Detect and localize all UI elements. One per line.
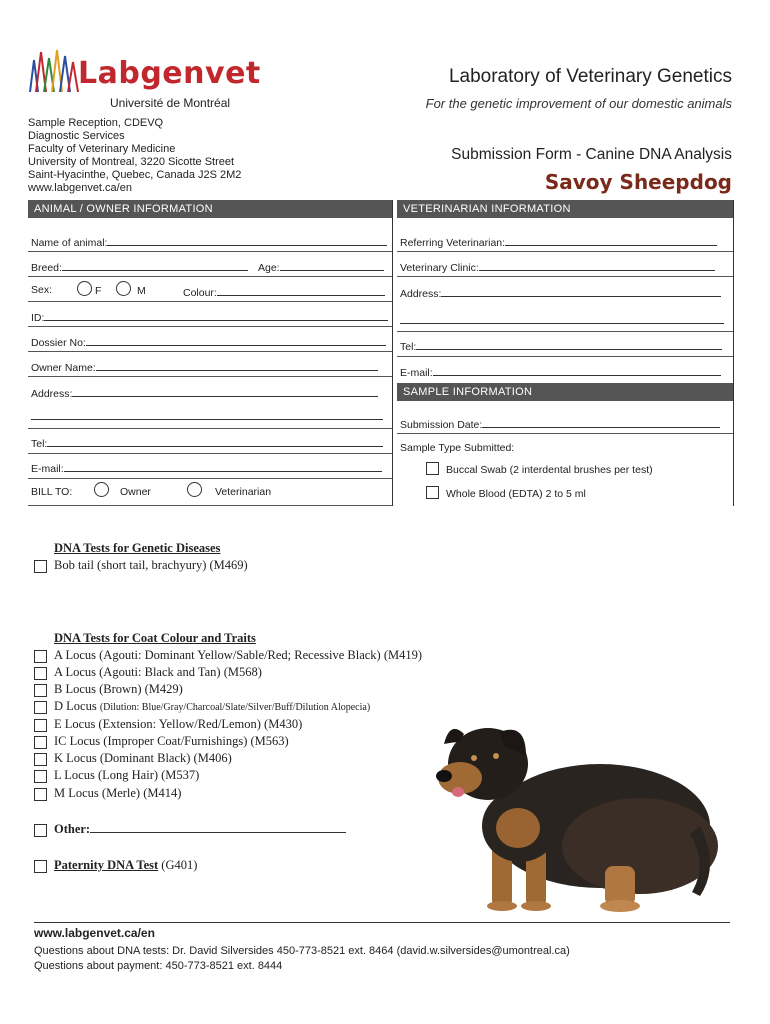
referring-vet-field[interactable]: Referring Veterinarian: — [400, 235, 717, 249]
genetic-diseases-title: DNA Tests for Genetic Diseases — [54, 541, 221, 555]
footer-payment-questions: Questions about payment: 450-773-8521 ext. 8444 — [34, 960, 283, 972]
whole-blood-label: Whole Blood (EDTA) 2 to 5 ml — [446, 488, 586, 500]
checkbox[interactable] — [34, 560, 47, 573]
sex-m-label: M — [137, 285, 146, 297]
whole-blood-checkbox[interactable] — [426, 486, 439, 499]
column-divider — [392, 200, 393, 506]
address-line: www.labgenvet.ca/en — [28, 182, 132, 194]
checkbox[interactable] — [34, 719, 47, 732]
vet-address-field[interactable]: Address: — [400, 286, 721, 300]
test-a-locus-dominant[interactable]: A Locus (Agouti: Dominant Yellow/Sable/Red; Recessive Black) (M419) — [34, 648, 422, 665]
lab-address — [28, 117, 241, 195]
bill-owner-label: Owner — [120, 486, 151, 498]
owner-address-line2[interactable] — [31, 409, 383, 423]
sex-f-radio[interactable] — [77, 281, 92, 296]
vet-clinic-field[interactable]: Veterinary Clinic: — [400, 260, 715, 274]
submission-date-field[interactable]: Submission Date: — [400, 417, 720, 431]
dossier-field[interactable]: Dossier No: — [31, 335, 386, 349]
bill-to-label: BILL TO: — [31, 486, 73, 498]
address-line: University of Montreal, 3220 Sicotte Street — [28, 156, 235, 168]
form-title: Submission Form - Canine DNA Analysis — [451, 146, 732, 163]
sex-f-label: F — [95, 285, 102, 297]
owner-email-field[interactable]: E-mail: — [31, 461, 382, 475]
vet-info-header: VETERINARIAN INFORMATION — [397, 200, 733, 218]
sample-type-label: Sample Type Submitted: — [400, 442, 515, 454]
vet-address-line2[interactable] — [400, 313, 724, 327]
lab-tagline: For the genetic improvement of our domestic animals — [425, 96, 732, 111]
test-l-locus[interactable]: L Locus (Long Hair) (M537) — [34, 768, 199, 785]
checkbox[interactable] — [34, 736, 47, 749]
other-test-field[interactable]: Other: — [34, 822, 346, 839]
footer-divider — [34, 922, 730, 923]
checkbox[interactable] — [34, 824, 47, 837]
owner-name-field[interactable]: Owner Name: — [31, 360, 378, 374]
footer-url[interactable]: www.labgenvet.ca/en — [34, 926, 155, 940]
vet-tel-field[interactable]: Tel: — [400, 339, 722, 353]
test-ic-locus[interactable]: IC Locus (Improper Coat/Furnishings) (M563) — [34, 734, 289, 751]
coat-traits-title: DNA Tests for Coat Colour and Traits — [54, 631, 256, 645]
checkbox[interactable] — [34, 770, 47, 783]
paternity-test[interactable]: Paternity DNA Test (G401) — [34, 858, 197, 875]
address-line: Diagnostic Services — [28, 130, 125, 142]
owner-address-field[interactable]: Address: — [31, 386, 378, 400]
bill-vet-label: Veterinarian — [215, 486, 272, 498]
test-m-locus[interactable]: M Locus (Merle) (M414) — [34, 786, 181, 803]
id-field[interactable]: ID: — [31, 310, 388, 324]
lab-title: Laboratory of Veterinary Genetics — [448, 66, 732, 87]
right-border — [733, 200, 734, 506]
test-b-locus[interactable]: B Locus (Brown) (M429) — [34, 682, 183, 699]
colour-field[interactable]: Colour: — [183, 285, 385, 299]
test-d-locus[interactable]: D Locus (Dilution: Blue/Gray/Charcoal/Slate/Silver/Buff/Dilution Alopecia) — [34, 699, 370, 716]
footer-dna-questions: Questions about DNA tests: Dr. David Silversides 450-773-8521 ext. 8464 (david.w.silversides@umontreal.ca) — [34, 945, 570, 957]
test-e-locus[interactable]: E Locus (Extension: Yellow/Red/Lemon) (M430) — [34, 717, 302, 734]
dog-photo — [430, 716, 722, 912]
checkbox[interactable] — [34, 667, 47, 680]
breed-title: Savoy Sheepdog — [544, 170, 732, 194]
buccal-swab-checkbox[interactable] — [426, 462, 439, 475]
labgenvet-logo — [28, 44, 261, 114]
checkbox[interactable] — [34, 753, 47, 766]
dna-chromatogram-icon — [28, 46, 80, 96]
checkbox[interactable] — [34, 684, 47, 697]
address-line: Saint-Hyacinthe, Quebec, Canada J2S 2M2 — [28, 169, 242, 181]
address-line: Faculty of Veterinary Medicine — [28, 143, 176, 155]
test-k-locus[interactable]: K Locus (Dominant Black) (M406) — [34, 751, 232, 768]
checkbox[interactable] — [34, 860, 47, 873]
vet-email-field[interactable]: E-mail: — [400, 365, 721, 379]
test-a-locus-black-tan[interactable]: A Locus (Agouti: Black and Tan) (M568) — [34, 665, 262, 682]
sex-m-radio[interactable] — [116, 281, 131, 296]
checkbox[interactable] — [34, 650, 47, 663]
logo-subtitle: Université de Montréal — [110, 96, 231, 110]
animal-name-field[interactable]: Name of animal: — [31, 235, 387, 249]
bill-vet-radio[interactable] — [187, 482, 202, 497]
owner-tel-field[interactable]: Tel: — [31, 436, 383, 450]
test-bobtail[interactable]: Bob tail (short tail, brachyury) (M469) — [34, 558, 248, 575]
checkbox[interactable] — [34, 788, 47, 801]
address-line: Sample Reception, CDEVQ — [28, 117, 164, 129]
animal-owner-header: ANIMAL / OWNER INFORMATION — [28, 200, 392, 218]
checkbox[interactable] — [34, 701, 47, 714]
sample-info-header: SAMPLE INFORMATION — [397, 383, 733, 401]
age-field[interactable]: Age: — [258, 260, 384, 274]
breed-field[interactable]: Breed: — [31, 260, 248, 274]
bill-owner-radio[interactable] — [94, 482, 109, 497]
logo-name: Labgenvet — [78, 56, 261, 91]
sex-label: Sex: — [31, 284, 53, 296]
buccal-swab-label: Buccal Swab (2 interdental brushes per test) — [446, 464, 653, 476]
